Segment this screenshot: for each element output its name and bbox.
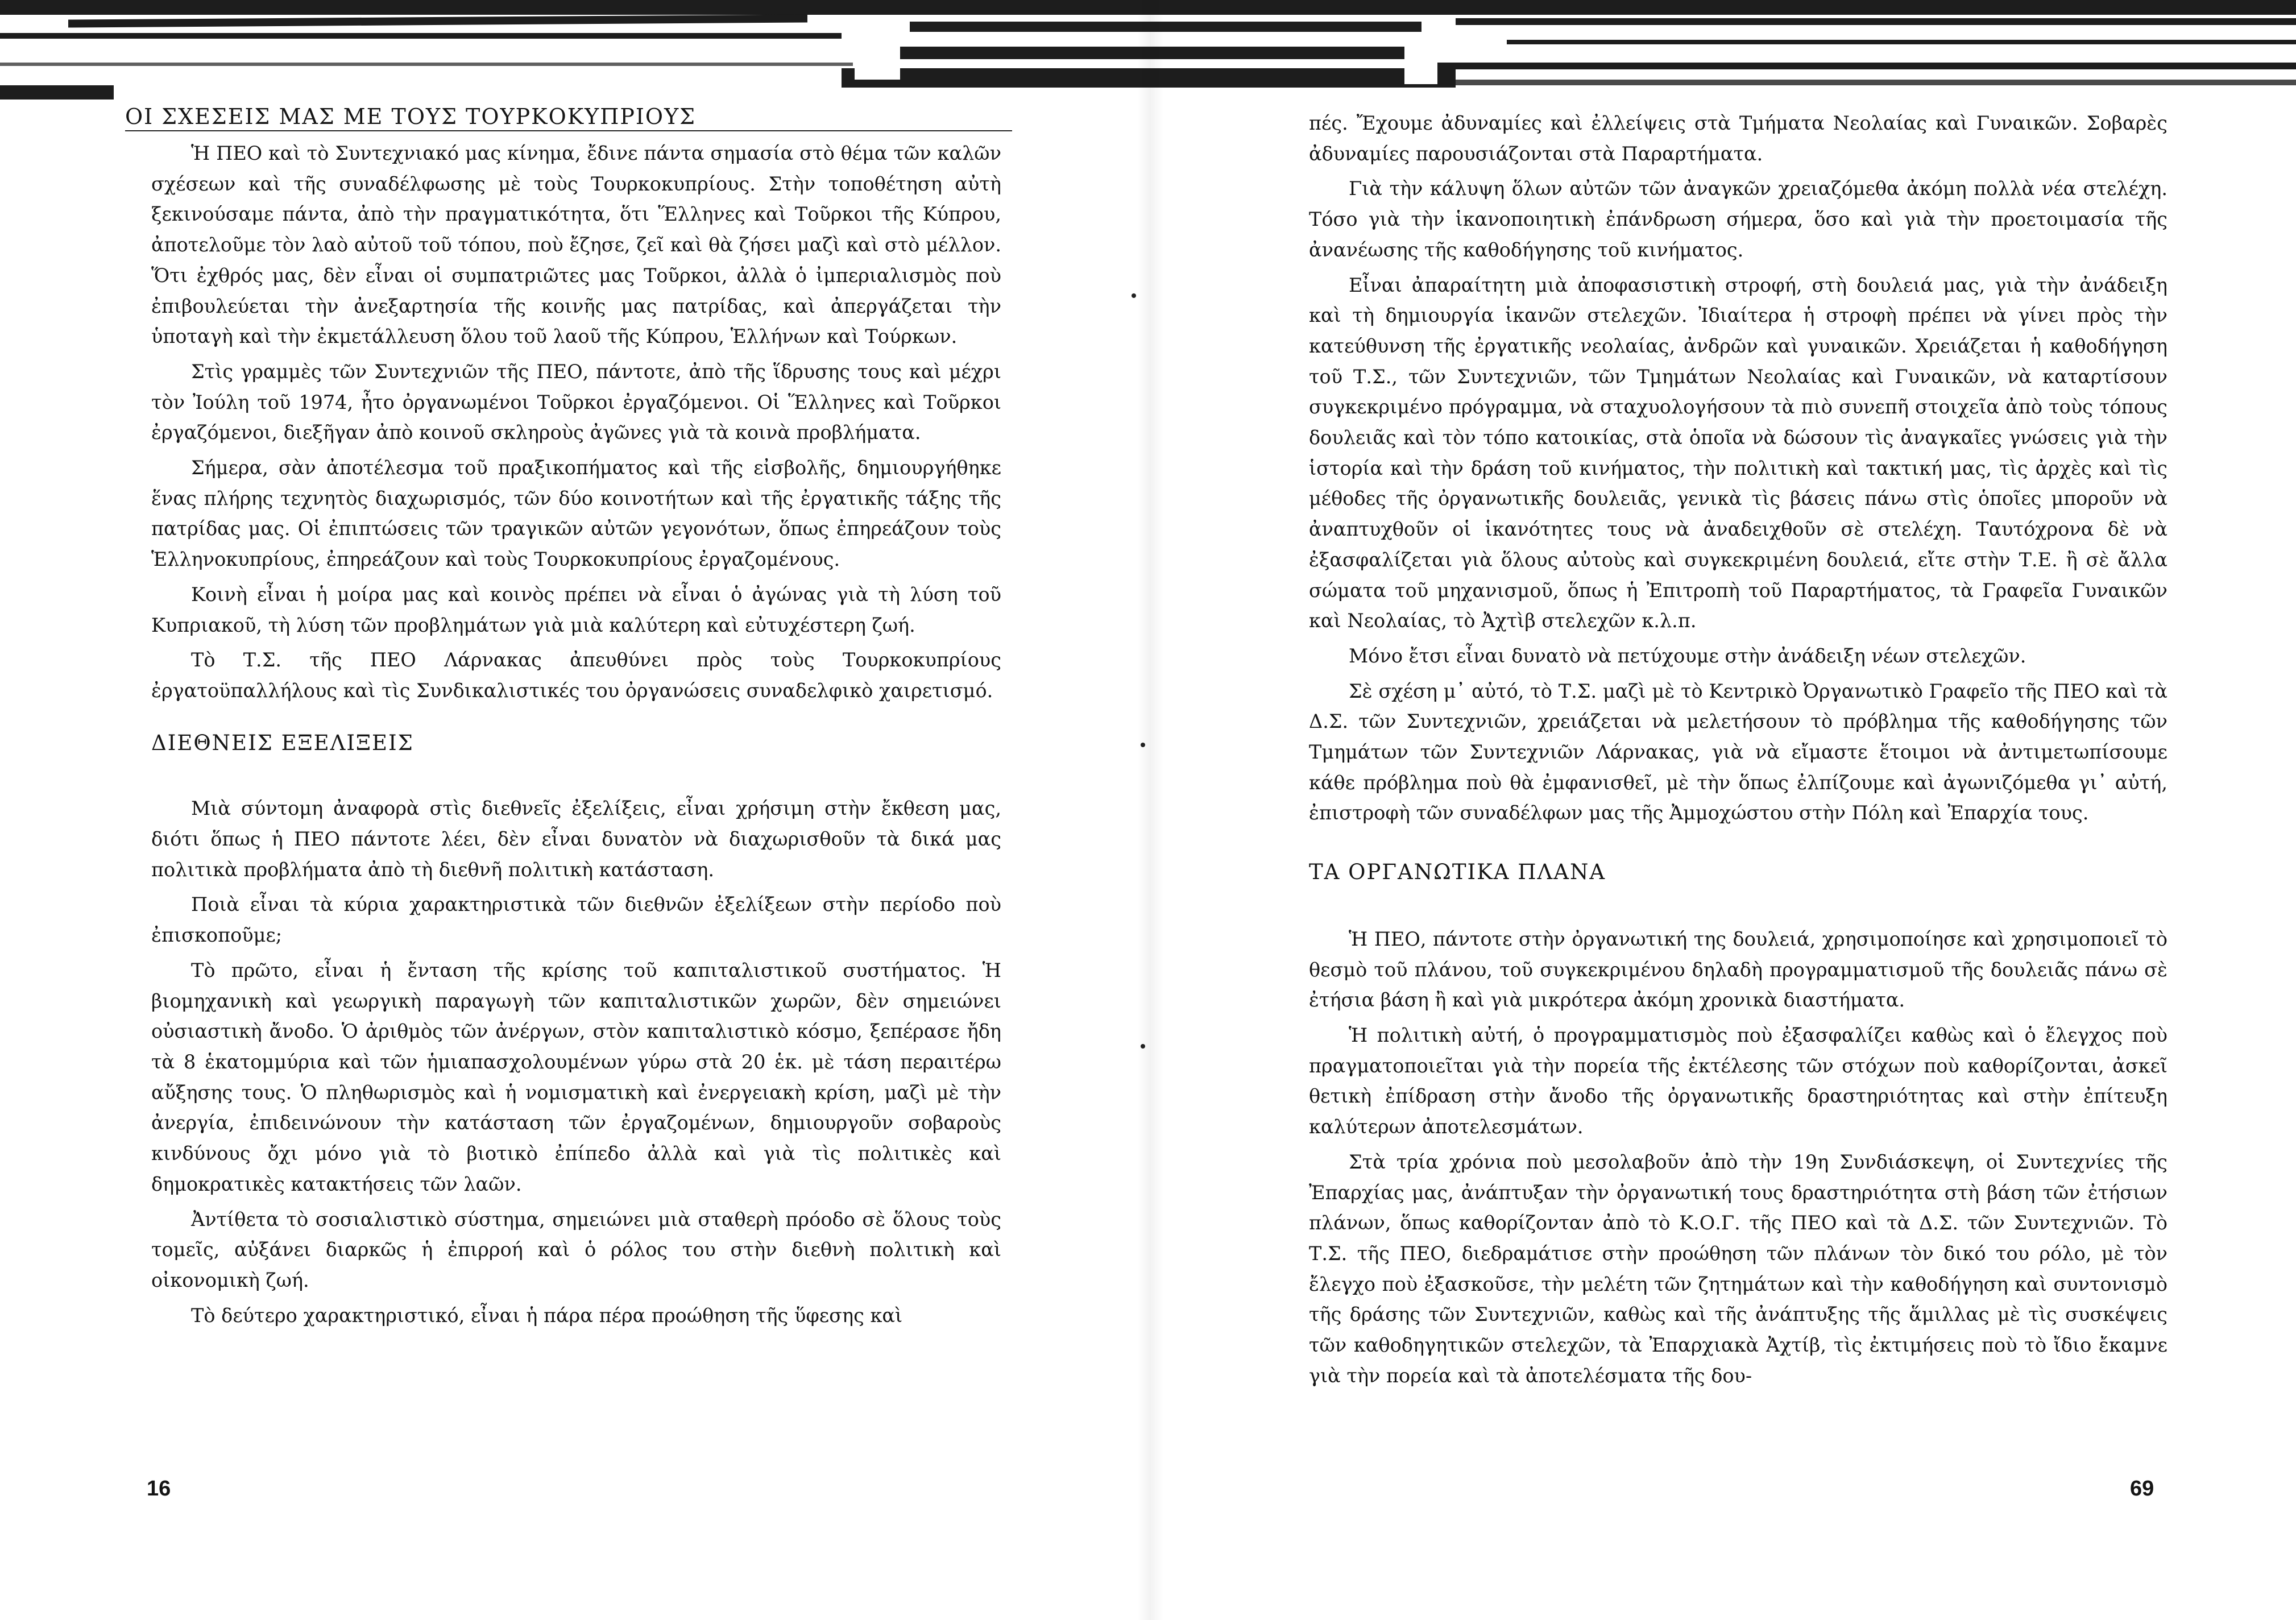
section-heading: ΤΑ ΟΡΓΑΝΩΤΙΚΑ ΠΛΑΝΑ bbox=[1309, 860, 1606, 885]
left-text-column bbox=[151, 138, 1001, 1335]
paragraph: Ποιὰ εἶναι τὰ κύρια χαρακτηριστικὰ τῶν διεθνῶν ἐξελίξεων στὴν περίοδο ποὺ ἐπισκοποῦμε; bbox=[151, 893, 1001, 947]
right-text-column bbox=[1309, 108, 2167, 1395]
paragraph: Στὰ τρία χρόνια ποὺ μεσολαβοῦν ἀπὸ τὴν 19η Συνδιάσκεψη, οἱ Συντεχνίες τῆς Ἐπαρχίας μας, ἀνάπτυξαν τὴν ὀργανωτική τους δραστηριότητα στὴ βάση τῶν ἐτήσιων πλάνων, ὅπως καθορίζονταν ἀπὸ τὸ Κ.Ο.Γ. τῆς ΠΕΟ καὶ τὰ Δ.Σ. τῶν Συντεχνιῶν. Τὸ Τ.Σ. τῆς ΠΕΟ, διεδραμάτισε στὴν προώθηση τῶν πλάνων τὸν δικό του ρόλο, μὲ τὸν ἔλεγχο ποὺ ἐξασκοῦσε, τὴν μελέτη τῶν ζητημάτων καὶ τὴν καθοδήγηση καὶ συντονισμὸ τῆς δράσης τῶν Συντεχνιῶν, καθὼς καὶ τῆς ἀνάπτυξης τῆς ἅμιλλας μὲ τὶς συσκέψεις τῶν καθοδηγητικῶν στελεχῶν, τὰ Ἐπαρχιακὰ Ἀχτίβ, τὶς ἐκτιμήσεις ποὺ τὸ ἴδιο ἔκαμνε γιὰ τὴν πορεία καὶ τὰ ἀποτελέσματα τῆς δου- bbox=[1309, 1150, 2167, 1387]
paragraph: Τὸ Τ.Σ. τῆς ΠΕΟ Λάρνακας ἀπευθύνει πρὸς τοὺς Τουρκοκυπρίους ἐργατοϋπαλλήλους καὶ τὶς Συνδικαλιστικές του ὀργανώσεις συναδελφικὸ χαιρετισμό. bbox=[151, 649, 1001, 702]
page-title: ΟΙ ΣΧΕΣΕΙΣ ΜΑΣ ΜΕ ΤΟΥΣ ΤΟΥΡΚΟΚΥΠΡΙΟΥΣ bbox=[125, 104, 1012, 131]
paragraph: Τὸ δεύτερο χαρακτηριστικό, εἶναι ἡ πάρα πέρα προώθηση τῆς ὕφεσης καὶ bbox=[191, 1304, 903, 1327]
paragraph: Κοινὴ εἶναι ἡ μοίρα μας καὶ κοινὸς πρέπει νὰ εἶναι ὁ ἀγώνας γιὰ τὴ λύση τοῦ Κυπριακοῦ, τὴ λύση τῶν προβλημάτων γιὰ μιὰ καλύτερη καὶ εὐτυχέστερη ζωή. bbox=[151, 583, 1001, 636]
paragraph: Τὸ πρῶτο, εἶναι ἡ ἔνταση τῆς κρίσης τοῦ καπιταλιστικοῦ συστήματος. Ἡ βιομηχανικὴ καὶ γεωργικὴ παραγωγὴ τῶν καπιταλιστικῶν χωρῶν, δὲν σημειώνει οὐσιαστικὴ ἄνοδο. Ὁ ἀριθμὸς τῶν ἀνέργων, στὸν καπιταλιστικὸ κόσμο, ξεπέρασε ἤδη τὰ 8 ἑκατομμύρια καὶ τῶν ἡμιαπασχολουμένων γύρω στὰ 20 ἑκ. μὲ τάση περαιτέρω αὔξησης τους. Ὁ πληθωρισμὸς καὶ ἡ νομισματικὴ καὶ ἐνεργειακὴ κρίση, μαζὶ μὲ τὴν ἀνεργία, ἐπιδεινώνουν τὴν κατάσταση τῶν ἐργαζομένων, δημιουργοῦν σοβαροὺς κινδύνους ὄχι μόνο γιὰ τὸ βιοτικὸ ἐπίπεδο ἀλλὰ καὶ γιὰ τὶς πολιτικὲς καὶ δημοκρατικὲς κατακτήσεις τῶν λαῶν. bbox=[151, 959, 1001, 1195]
left-page bbox=[0, 0, 1137, 1620]
right-page bbox=[1154, 0, 2296, 1620]
paragraph: Ἀντίθετα τὸ σοσιαλιστικὸ σύστημα, σημειώνει μιὰ σταθερὴ πρόοδο σὲ ὅλους τοὺς τομεῖς, αὐξάνει διαρκῶς ἡ ἐπιρροή καὶ ὁ ρόλος του στὴν διεθνὴ πολιτικὴ καὶ οἰκονομικὴ ζωή. bbox=[151, 1208, 1001, 1291]
paragraph: Μόνο ἔτσι εἶναι δυνατὸ νὰ πετύχουμε στὴν ἀνάδειξη νέων στελεχῶν. bbox=[1349, 644, 2026, 667]
paragraph: Γιὰ τὴν κάλυψη ὅλων αὐτῶν τῶν ἀναγκῶν χρειαζόμεθα ἀκόμη πολλὰ νέα στελέχη. Τόσο γιὰ τὴν ἱκανοποιητικὴ ἐπάνδρωση σήμερα, ὅσο καὶ γιὰ τὴν προετοιμασία τῆς ἀνανέωσης τῆς καθοδήγησης τοῦ κινήματος. bbox=[1309, 177, 2167, 261]
paragraph: Σὲ σχέση μ᾽ αὐτό, τὸ Τ.Σ. μαζὶ μὲ τὸ Κεντρικὸ Ὀργανωτικὸ Γραφεῖο τῆς ΠΕΟ καὶ τὰ Δ.Σ. τῶν Συντεχνιῶν, χρειάζεται νὰ μελετήσουν τὸ πρόβλημα τῆς καθοδήγησης τῶν Τμημάτων τῶν Συντεχνιῶν Λάρνακας, γιὰ νὰ εἴμαστε ἕτοιμοι νὰ ἀντιμετωπίσουμε κάθε πρόβλημα ποὺ θὰ ἐμφανισθεῖ, μὲ τὴν ὅπως ἐλπίζουμε καὶ ἀγωνιζόμεθα γι᾽ αὐτή, ἐπιστροφὴ τῶν συναδέλφων μας τῆς Ἀμμοχώστου στὴν Πόλη καὶ Ἐπαρχία τους. bbox=[1309, 680, 2167, 824]
page-number: 16 bbox=[147, 1477, 171, 1501]
paragraph-continuation: πές. Ἔχουμε ἀδυναμίες καὶ ἐλλείψεις στὰ Τμήματα Νεολαίας καὶ Γυναικῶν. Σοβαρὲς ἀδυναμίες παρουσιάζονται στὰ Παραρτήματα. bbox=[1309, 112, 2167, 165]
page-number: 69 bbox=[2130, 1477, 2154, 1501]
paragraph: Ἡ πολιτικὴ αὐτή, ὁ προγραμματισμὸς ποὺ ἐξασφαλίζει καθὼς καὶ ὁ ἔλεγχος ποὺ πραγματοποιεῖται γιὰ τὴν πορεία τῆς ἐκτέλεσης τῶν στόχων ποὺ καθορίζονται, ἀσκεῖ θετικὴ ἐπίδραση στὴν ἄνοδο τῆς ὀργανωτικῆς δραστηριότητας καὶ στὴν ἐπίτευξη καλύτερων ἀποτελεσμάτων. bbox=[1309, 1024, 2167, 1138]
paragraph: Σήμερα, σὰν ἀποτέλεσμα τοῦ πραξικοπήματος καὶ τῆς εἰσβολῆς, δημιουργήθηκε ἕνας πλήρης τεχνητὸς διαχωρισμός, τῶν δύο κοινοτήτων καὶ τῆς ἐργατικῆς τάξης τῆς πατρίδας μας. Οἱ ἐπιπτώσεις τῶν τραγικῶν αὐτῶν γεγονότων, ὅπως ἐπηρεάζουν τοὺς Ἑλληνοκυπρίους, ἐπηρεάζουν καὶ τοὺς Τουρκοκυπρίους ἐργαζομένους. bbox=[151, 457, 1001, 571]
paragraph: Μιὰ σύντομη ἀναφορὰ στὶς διεθνεῖς ἐξελίξεις, εἶναι χρήσιμη στὴν ἔκθεση μας, διότι ὅπως ἡ ΠΕΟ πάντοτε λέει, δὲν εἶναι δυνατὸν νὰ διαχωρισθοῦν τὰ δικά μας πολιτικὰ προβλήματα ἀπὸ τὴ διεθνῆ πολιτικὴ κατάσταση. bbox=[151, 797, 1001, 881]
scan-speck bbox=[1141, 743, 1145, 747]
paragraph: Εἶναι ἀπαραίτητη μιὰ ἀποφασιστικὴ στροφή, στὴ δουλειά μας, γιὰ τὴν ἀνάδειξη καὶ τὴ δημιουργία ἱκανῶν στελεχῶν. Ἰδιαίτερα ἡ στροφὴ πρέπει νὰ γίνει πρὸς τὴν κατεύθυνση τῆς ἐργατικῆς νεολαίας, ἀνδρῶν καὶ γυναικῶν. Χρειάζεται ἡ καθοδήγηση τοῦ Τ.Σ., τῶν Συντεχνιῶν, τῶν Τμημάτων Νεολαίας καὶ Γυναικῶν, νὰ καταρτίσουν συγκεκριμένο πρόγραμμα, νὰ σταχυολογήσουν τὰ πιὸ συνεπῆ στοιχεῖα ἀπὸ τοὺς τόπους δουλειᾶς καὶ τὸν τόπο κατοικίας, στὰ ὁποῖα νὰ δώσουν τὶς ἀναγκαῖες γνώσεις γιὰ τὴν ἱστορία καὶ τὴν δράση τοῦ κινήματος, τὴν πολιτικὴ καὶ τακτική μας, τὶς ἀρχὲς καὶ τὶς μέθοδες τῆς ὀργανωτικῆς δουλειᾶς, γενικὰ τὶς βάσεις πάνω στὶς ὁποῖες μποροῦν νὰ ἀναπτυχθοῦν οἱ ἱκανότητες τους νὰ ἀναδειχθοῦν σὲ στελέχη. Ταυτόχρονα δὲ νὰ ἐξασφαλίζεται γιὰ ὅλους αὐτοὺς καὶ συγκεκριμένη δουλειά, εἴτε στὴν Τ.Ε. ἢ σὲ ἄλλα σώματα τοῦ μηχανισμοῦ, ὅπως ἡ Ἐπιτροπὴ τοῦ Παραρτήματος, τὰ Γραφεῖα Γυναικῶν καὶ Νεολαίας, τὸ Ἀχτὶβ στελεχῶν κ.λ.π. bbox=[1309, 274, 2167, 632]
scan-speck bbox=[1132, 293, 1136, 298]
scan-speck bbox=[1141, 1044, 1145, 1049]
paragraph: Ἡ ΠΕΟ, πάντοτε στὴν ὀργανωτική της δουλειά, χρησιμοποίησε καὶ χρησιμοποιεῖ τὸ θεσμὸ τοῦ πλάνου, τοῦ συγκεκριμένου δηλαδὴ προγραμματισμοῦ τῆς δουλειᾶς πάνω σὲ ἐτήσια βάση ἢ καὶ γιὰ μικρότερα ἀκόμη χρονικὰ διαστήματα. bbox=[1309, 927, 2167, 1012]
section-heading: ΔΙΕΘΝΕΙΣ ΕΞΕΛΙΞΕΙΣ bbox=[151, 730, 414, 755]
paragraph: Στὶς γραμμὲς τῶν Συντεχνιῶν τῆς ΠΕΟ, πάντοτε, ἀπὸ τῆς ἵδρυσης τους καὶ μέχρι τὸν Ἰούλη τοῦ 1974, ἦτο ὀργανωμένοι Τοῦρκοι ἐργαζόμενοι. Οἱ Ἕλληνες καὶ Τοῦρκοι ἐργαζόμενοι, διεξῆγαν ἀπὸ κοινοῦ σκληροὺς ἀγῶνες γιὰ τὰ κοινὰ προβλήματα. bbox=[151, 360, 1001, 444]
paragraph: Ἡ ΠΕΟ καὶ τὸ Συντεχνιακό μας κίνημα, ἔδινε πάντα σημασία στὸ θέμα τῶν καλῶν σχέσεων καὶ τῆς συναδέλφωσης μὲ τοὺς Τουρκοκυπρίους. Στὴν τοποθέτηση αὐτὴ ξεκινούσαμε πάντα, ἀπὸ τὴν πραγματικότητα, ὅτι Ἕλληνες καὶ Τοῦρκοι τῆς Κύπρου, ἀποτελοῦμε τὸν λαὸ αὐτοῦ τοῦ τόπου, ποὺ ἔζησε, ζεῖ καὶ θὰ ζήσει μαζὶ καὶ στὸ μέλλον. Ὅτι ἐχθρός μας, δὲν εἶναι οἱ συμπατριῶτες μας Τοῦρκοι, ἀλλὰ ὁ ἰμπεριαλισμὸς ποὺ ἐπιβουλεύεται τὴν ἀνεξαρτησία τῆς κοινῆς μας πατρίδας, καὶ ἀπεργάζεται τὴν ὑποταγὴ καὶ τὴν ἐκμετάλλευση ὅλου τοῦ λαοῦ τῆς Κύπρου, Ἑλλήνων καὶ Τούρκων. bbox=[151, 142, 1001, 348]
